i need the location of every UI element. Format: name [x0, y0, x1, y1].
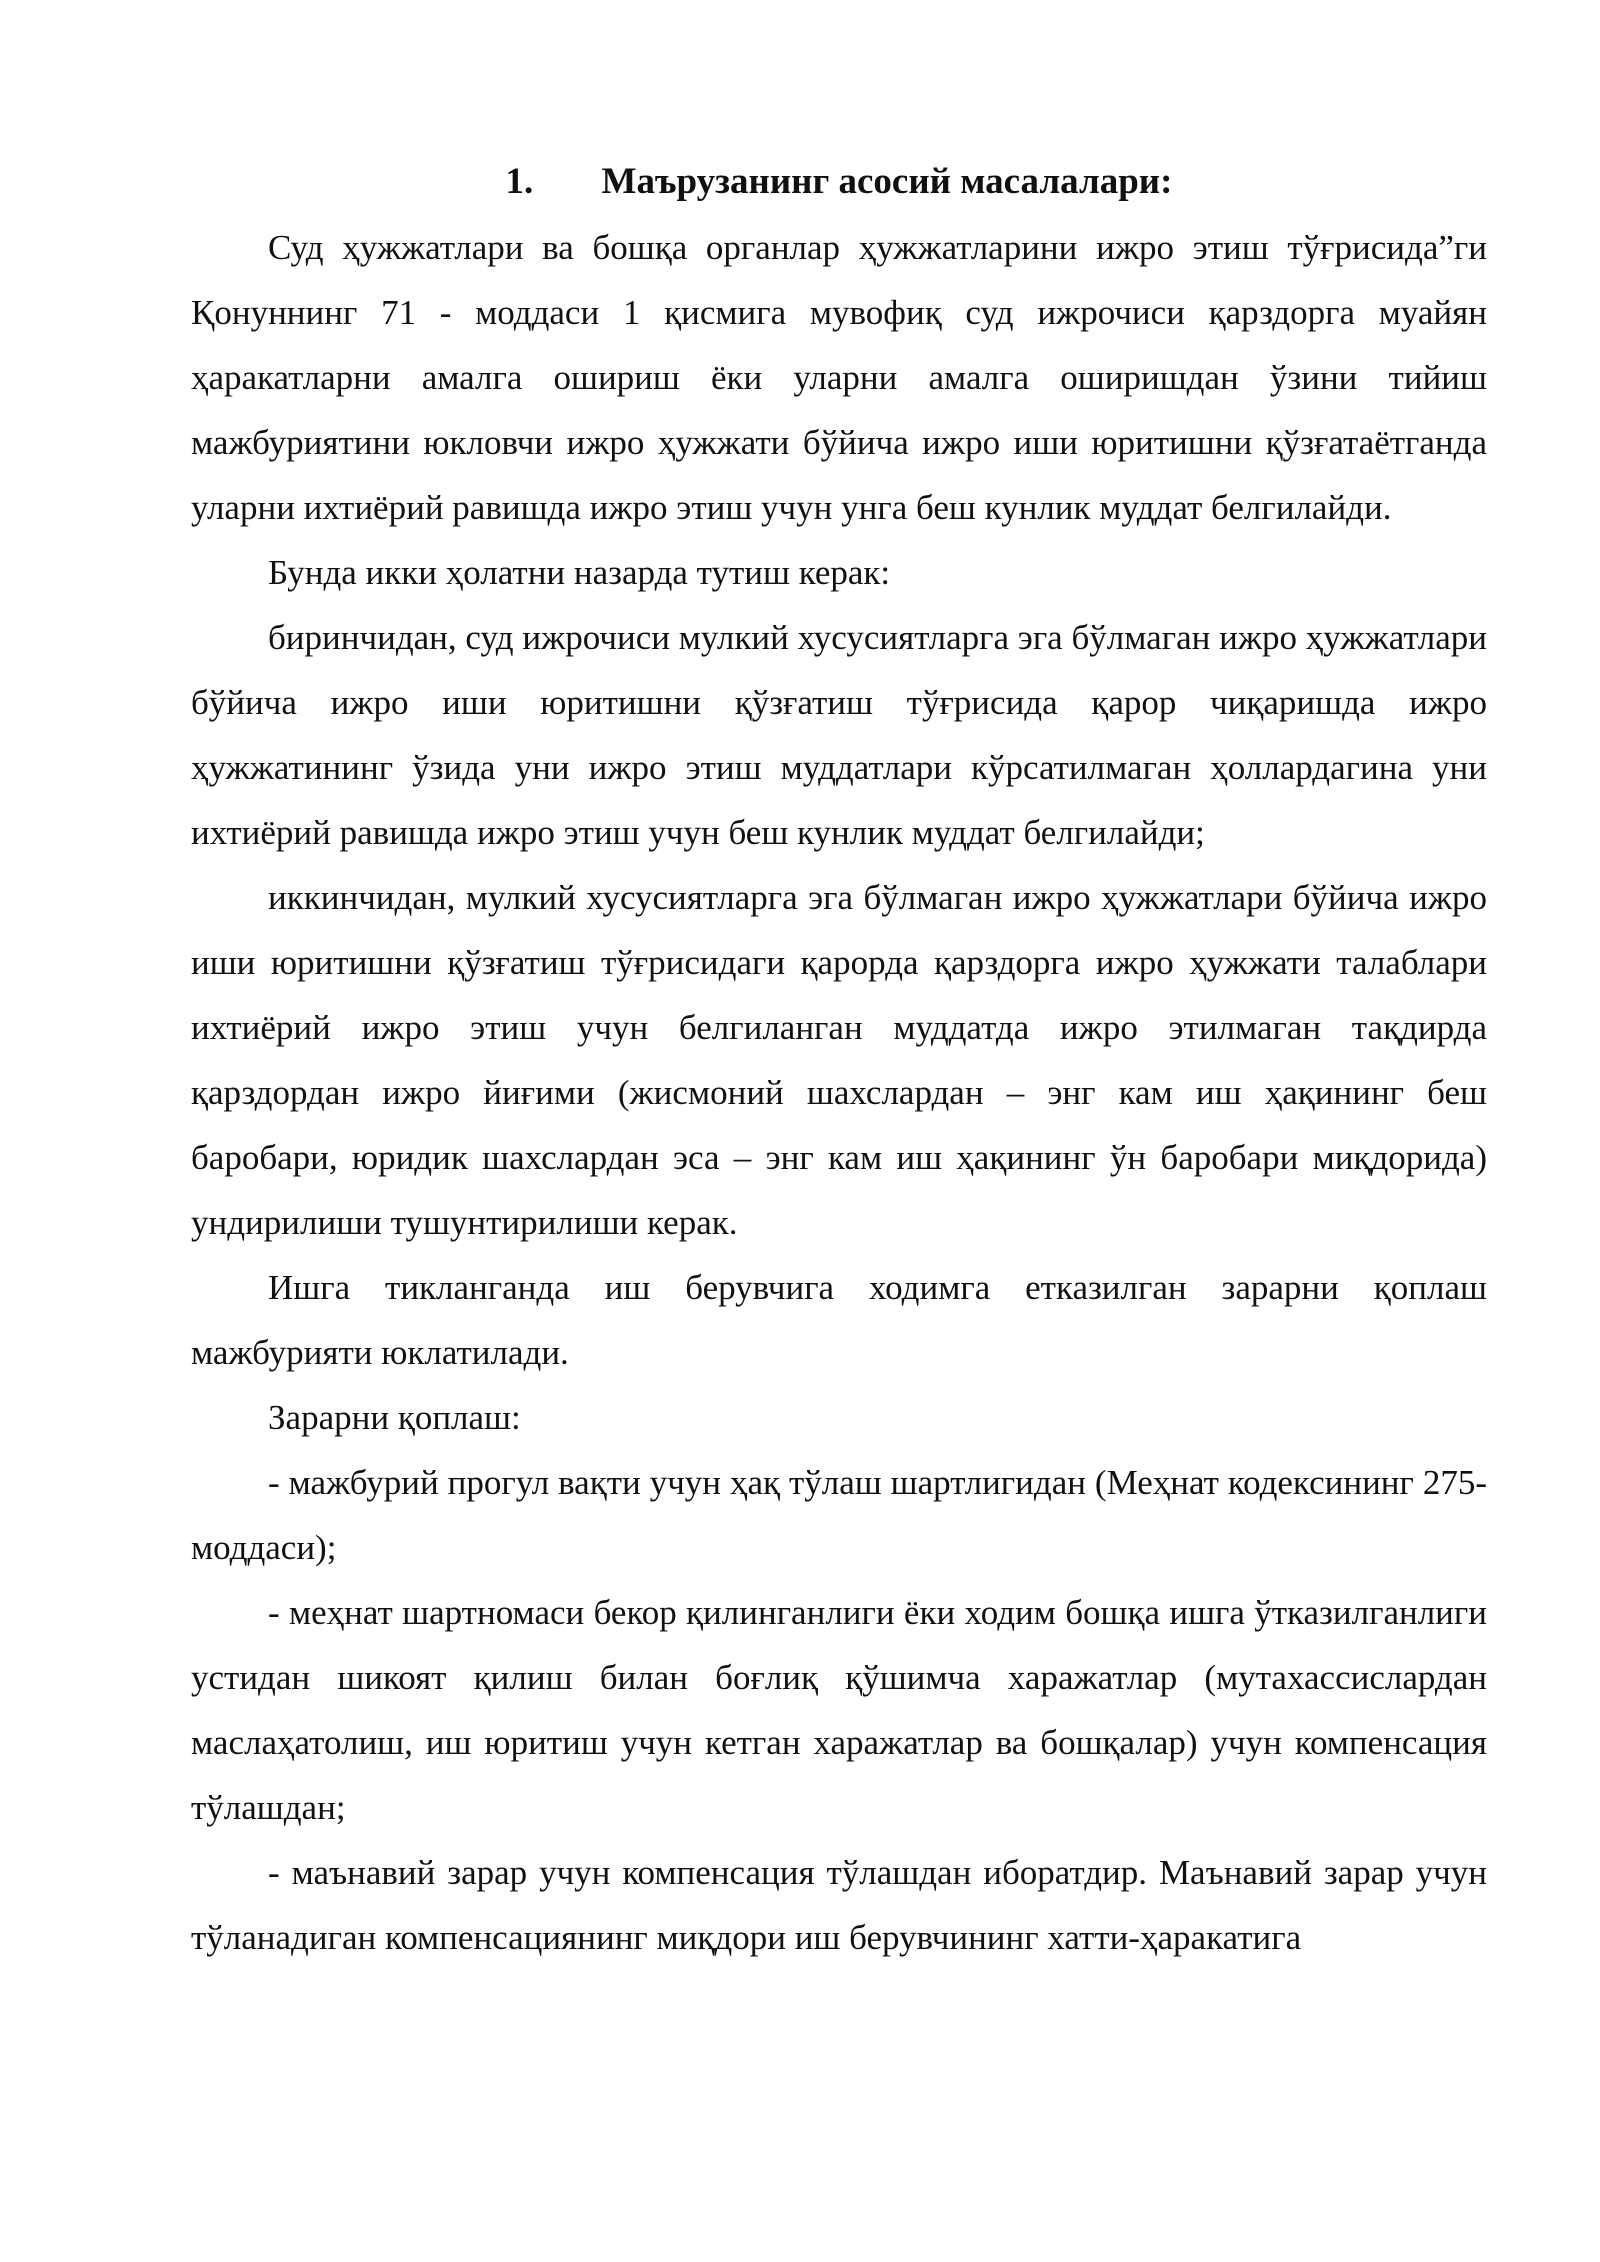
paragraph-second-case: иккинчидан, мулкий хусусиятларга эга бўлмаган ижро ҳужжатлари бўйича ижро иши юритишни қўзғатиш тўғрисидаги қарорда қарздорга ижро ҳужжати талаблари ихтиёрий ижро этиш учун белгиланган муддатда ижро этилмаган тақдирда қарздордан ижро йиғими (жисмоний шахслардан – энг кам иш ҳақининг беш баробари, юридик шахслардан эса – энг кам иш ҳақининг ўн баробари миқдорида) ундирилиши тушунтирилиши керак.	[191, 878, 1487, 1242]
section-title: Маърузанинг асосий масалалари:	[601, 161, 1173, 202]
list-item-forced-absence: - мажбурий прогул вақти учун ҳақ тўлаш шартлигидан (Меҳнат кодексининг 275-моддаси);	[191, 1463, 1487, 1567]
list-item-additional-expenses: - меҳнат шартномаси бекор қилинганлиги ёки ходим бошқа ишга ўтказилганлиги устидан шикоят қилиш билан боғлиқ қўшимча харажатлар (мутахассислардан маслаҳатолиш, иш юритиш учун кетган харажатлар ва бошқалар) учун компенсация тўлашдан;	[191, 1593, 1487, 1827]
document-body	[191, 150, 1487, 1970]
paragraph-compensation-intro: Зарарни қоплаш:	[268, 1398, 521, 1437]
section-heading	[191, 150, 1487, 214]
paragraph-reinstatement: Ишга тикланганда иш берувчига ходимга етказилган зарарни қоплаш мажбурияти юклатилади.	[191, 1268, 1487, 1372]
section-number: 1.	[505, 161, 534, 202]
paragraph-two-cases: Бунда икки ҳолатни назарда тутиш керак:	[268, 553, 891, 592]
paragraph-law-article: Суд ҳужжатлари ва бошқа органлар ҳужжатларини ижро этиш тўғрисида”ги Қонуннинг 71 - моддаси 1 қисмига мувофиқ суд ижрочиси қарздорга муайян ҳаракатларни амалга ошириш ёки уларни амалга оширишдан ўзини тийиш мажбуриятини юкловчи ижро ҳужжати бўйича ижро иши юритишни қўзғатаётганда уларни ихтиёрий равишда ижро этиш учун унга беш кунлик муддат белгилайди.	[191, 228, 1487, 527]
paragraph-first-case: биринчидан, суд ижрочиси мулкий хусусиятларга эга бўлмаган ижро ҳужжатлари бўйича ижро иши юритишни қўзғатиш тўғрисида қарор чиқаришда ижро ҳужжатининг ўзида уни ижро этиш муддатлари кўрсатилмаган ҳоллардагина уни ихтиёрий равишда ижро этиш учун беш кунлик муддат белгилайди;	[191, 618, 1487, 852]
list-item-moral-damage: - маънавий зарар учун компенсация тўлашдан иборатдир. Маънавий зарар учун тўланадиган компенсациянинг миқдори иш берувчининг хатти-ҳаракатига	[191, 1853, 1487, 1957]
